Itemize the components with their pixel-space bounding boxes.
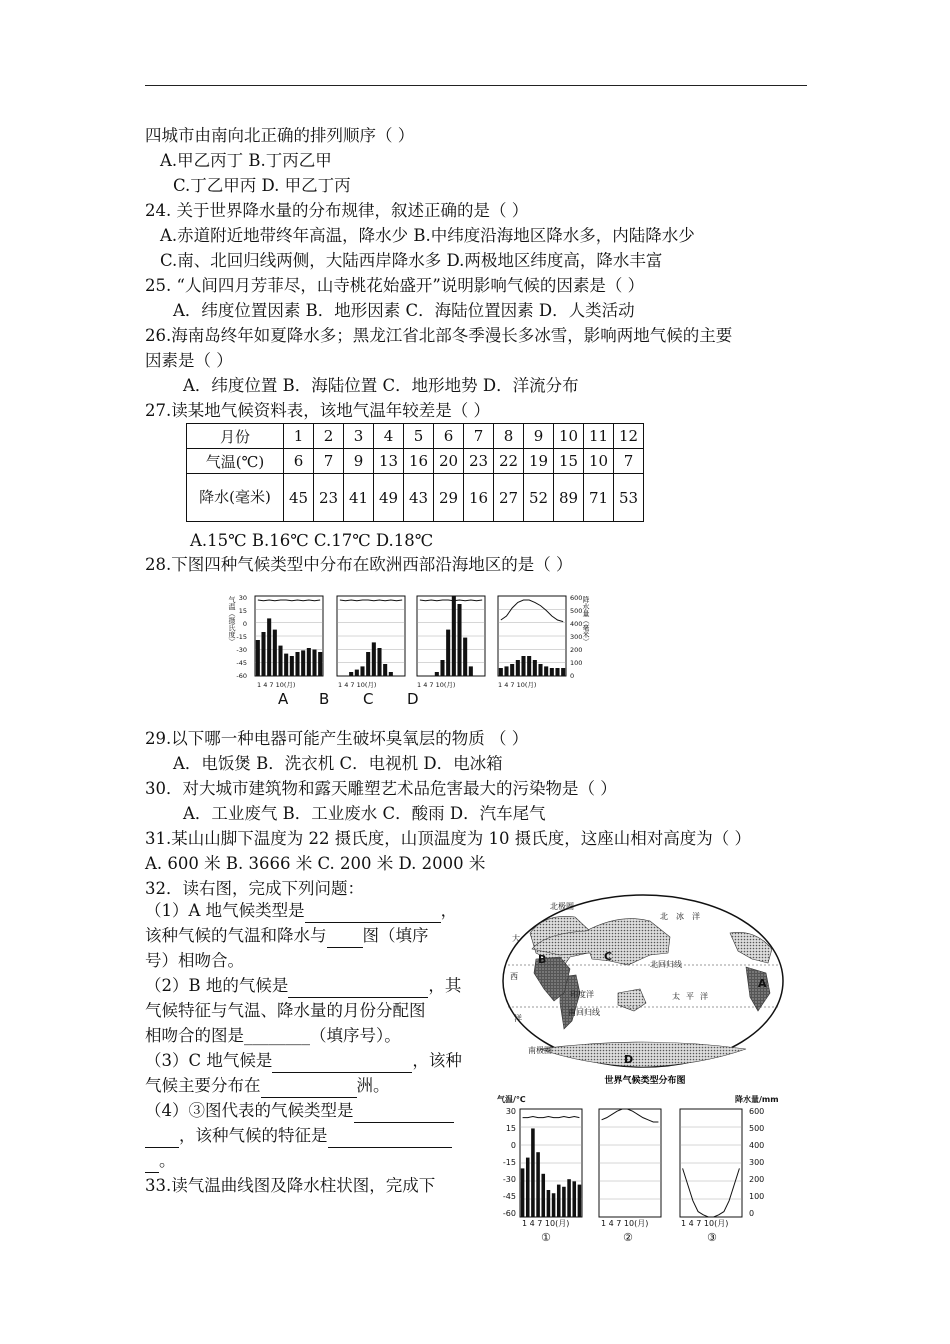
map-label: 洋 [514, 1014, 522, 1023]
answer-blank[interactable] [145, 1130, 179, 1148]
map-label: 北回归线 [650, 960, 682, 969]
precip-bar [440, 660, 444, 676]
precip-bar [572, 1181, 576, 1217]
answer-blank[interactable] [327, 930, 363, 948]
axis-tick: 15 [505, 1124, 516, 1133]
q27-options: A.15℃ B.16℃ C.17℃ D.18℃ [190, 531, 434, 550]
q24-option-ab: A.赤道附近地带终年高温，降水少 B.中纬度沿海地区降水多，内陆降水少 [160, 226, 695, 245]
precip-bar [446, 630, 450, 676]
q29-stem: 29.以下哪一种电器可能产生破坏臭氧层的物质 （ ） [145, 729, 529, 748]
precip-bar [452, 596, 456, 676]
table-cell: 43 [404, 474, 434, 522]
precip-bar [504, 666, 508, 676]
table-cell: 89 [554, 474, 584, 522]
q25-options: A．纬度位置因素 B．地形因素 C．海陆位置因素 D．人类活动 [173, 301, 635, 320]
precip-bar [578, 1185, 582, 1217]
axis-tick: 300 [570, 633, 583, 641]
table-cell: 71 [584, 474, 614, 522]
table-cell: 6 [284, 449, 314, 474]
table-cell: 7 [464, 424, 494, 449]
table-cell: 10 [554, 424, 584, 449]
table-cell: 13 [374, 449, 404, 474]
month-header: 月份 [187, 424, 284, 449]
table-cell: 6 [434, 424, 464, 449]
axis-tick: 30 [238, 594, 247, 602]
answer-blank[interactable] [354, 1105, 454, 1123]
text: 。 [159, 1151, 176, 1170]
panel-label-d: D [407, 690, 419, 708]
table-cell: 45 [284, 474, 314, 522]
axis-tick: 400 [749, 1141, 765, 1150]
table-row [187, 424, 644, 449]
precip-bar [463, 638, 467, 676]
axis-tick: 400 [570, 620, 583, 628]
axis-tick: 200 [749, 1175, 765, 1184]
table-cell: 23 [464, 449, 494, 474]
table-cell: 41 [344, 474, 374, 522]
axis-tick: -30 [502, 1175, 516, 1184]
table-cell: 15 [554, 449, 584, 474]
table-cell: 27 [494, 474, 524, 522]
q29-options: A．电饭煲 B．洗衣机 C．电视机 D．电冰箱 [173, 754, 503, 773]
q23-option-ab: A.甲乙丙丁 B.丁丙乙甲 [160, 151, 332, 170]
climate-data-table [186, 423, 644, 522]
axis-tick: 600 [570, 594, 583, 602]
q24-stem: 24. 关于世界降水量的分布规律，叙述正确的是（ ） [145, 201, 529, 220]
table-cell: 12 [614, 424, 644, 449]
left-axis-label: 气温（摄氏度） [228, 596, 236, 645]
precip-bar [533, 660, 537, 676]
map-label: 西 [510, 972, 518, 981]
q33-stem: 33.读气温曲线图及降水柱状图，完成下 [145, 1176, 436, 1195]
table-cell: 1 [284, 424, 314, 449]
panel-label-b: B [319, 690, 330, 708]
panel-label-c: C [363, 690, 374, 708]
axis-tick: 500 [570, 607, 583, 615]
q26-stem: 26.海南岛终年如夏降水多；黑龙江省北部冬季漫长多冰雪，影响两地气候的主要 [145, 326, 733, 345]
right-axis-label: 降水量（毫米） [582, 596, 590, 645]
map-point-c: C [604, 950, 613, 963]
q30-options: A．工业废气 B．工业废水 C．酸雨 D．汽车尾气 [183, 804, 546, 823]
precip-bar [290, 656, 294, 676]
map-label: 印度洋 [570, 990, 594, 999]
panel-label-2: ② [623, 1231, 633, 1244]
map-label: 太平洋 [672, 992, 714, 1001]
precip-bar [457, 604, 461, 676]
precip-bar [541, 1174, 545, 1217]
x-ticks: 1 4 7 10(月) [338, 681, 377, 689]
q27-stem: 27.读某地气候资料表，该地气温年较差是（ ） [145, 401, 490, 420]
answer-blank[interactable] [145, 1155, 159, 1173]
panel-label-1: ① [541, 1231, 551, 1244]
table-cell: 7 [614, 449, 644, 474]
panel-label-a: A [278, 690, 289, 708]
precip-bar [562, 1187, 566, 1217]
precip-bar [372, 642, 376, 676]
precip-bar [355, 670, 359, 676]
q26-options: A．纬度位置 B．海陆位置 C．地形地势 D．洋流分布 [183, 376, 579, 395]
text: 图（填序 [362, 926, 429, 945]
precip-bar [307, 648, 311, 676]
precip-bar [567, 1179, 571, 1217]
q30-stem: 30．对大城市建筑物和露天雕塑艺术品危害最大的污染物是（ ） [145, 779, 617, 798]
left-axis-label: 气温/℃ [497, 1095, 526, 1104]
precip-bar [318, 652, 322, 676]
precip-bar [547, 1190, 551, 1217]
axis-tick: -45 [502, 1192, 516, 1201]
q31-options: A. 600 米 B. 3666 米 C. 200 米 D. 2000 米 [145, 854, 486, 873]
q25-stem: 25. “人间四月芳菲尽，山寺桃花始盛开”说明影响气候的因素是（ ） [145, 276, 645, 295]
table-cell: 52 [524, 474, 554, 522]
q26-stem-2: 因素是（ ） [145, 351, 233, 370]
text: 该种气候的气温和降水与 [145, 926, 327, 945]
table-cell: 3 [344, 424, 374, 449]
answer-blank[interactable] [328, 1130, 452, 1148]
text: 号）相吻合。 [145, 951, 244, 970]
table-cell: 19 [524, 449, 554, 474]
table-cell: 5 [404, 424, 434, 449]
temp-curve [258, 600, 320, 601]
precip-bar [521, 1168, 525, 1217]
precip-header: 降水(毫米) [187, 474, 284, 522]
text: ，其 [428, 976, 462, 995]
precip-bar [538, 664, 542, 676]
axis-tick: 0 [570, 672, 575, 680]
axis-tick: 500 [749, 1124, 765, 1133]
map-title: 世界气候类型分布图 [604, 1076, 686, 1086]
precip-bar [256, 640, 260, 676]
table-cell: 2 [314, 424, 344, 449]
axis-tick: 0 [242, 620, 247, 628]
q23-option-cd: C.丁乙甲丙 D. 甲乙丁丙 [173, 176, 351, 195]
q31-stem: 31.某山山脚下温度为 22 摄氏度，山顶温度为 10 摄氏度，这座山相对高度为（ ） [145, 829, 751, 848]
precip-bar [526, 1158, 530, 1217]
axis-tick: -45 [236, 659, 247, 667]
table-cell: 29 [434, 474, 464, 522]
answer-blank[interactable] [261, 1080, 357, 1098]
x-ticks: 1 4 7 10(月) [417, 681, 456, 689]
map-point-a: A [758, 977, 767, 990]
precip-bar [360, 666, 364, 676]
precip-bar [555, 668, 559, 676]
table-cell: 49 [374, 474, 404, 522]
table-cell: 9 [344, 449, 374, 474]
world-climate-map [500, 893, 790, 1089]
antarctica [540, 1042, 746, 1067]
table-cell: 16 [464, 474, 494, 522]
q28-stem: 28.下图四种气候类型中分布在欧洲西部沿海地区的是（ ） [145, 555, 573, 574]
text: 气候特征与气温、降水量的月份分配图 [145, 1001, 426, 1020]
axis-tick: -15 [236, 633, 247, 641]
q28-climate-charts [220, 590, 595, 710]
precip-bar [531, 1128, 535, 1217]
axis-tick: 0 [749, 1209, 755, 1218]
temp-curve [420, 600, 482, 601]
axis-tick: 0 [510, 1141, 516, 1150]
text: ，该种气候的特征是 [179, 1126, 328, 1145]
axis-tick: 100 [570, 659, 583, 667]
table-cell: 8 [494, 424, 524, 449]
temp-header: 气温(℃) [187, 449, 284, 474]
map-point-d: D [624, 1053, 634, 1066]
precip-bar [521, 656, 525, 676]
precip-bar [267, 618, 271, 676]
table-cell: 11 [584, 424, 614, 449]
axis-tick: 600 [749, 1107, 765, 1116]
panel-label-3: ③ [707, 1231, 717, 1244]
text: 气候主要分布在 [145, 1076, 261, 1095]
axis-tick: 100 [749, 1192, 765, 1201]
table-row [187, 449, 644, 474]
precip-bar [389, 672, 393, 676]
precip-bar [278, 646, 282, 676]
precip-bar [499, 668, 503, 676]
table-cell: 20 [434, 449, 464, 474]
precip-bar [536, 1152, 540, 1217]
precip-bar [261, 632, 265, 676]
q32-climate-charts [495, 1092, 795, 1244]
table-row [187, 474, 644, 522]
axis-tick: 200 [570, 646, 583, 654]
axis-tick: 30 [505, 1107, 516, 1116]
table-cell: 7 [314, 449, 344, 474]
x-ticks: 1 4 7 10(月) [522, 1219, 570, 1228]
map-label: 南极圈 [528, 1046, 552, 1055]
x-ticks: 1 4 7 10(月) [257, 681, 296, 689]
q32-questions [145, 898, 490, 1198]
temp-curve [340, 600, 402, 601]
precip-bar [552, 1193, 556, 1217]
table-cell: 4 [374, 424, 404, 449]
axis-tick: 300 [749, 1158, 765, 1167]
text: （3）C 地气候是 [145, 1051, 273, 1070]
map-label: 北极圈 [550, 902, 574, 911]
table-cell: 53 [614, 474, 644, 522]
precip-bar [550, 668, 554, 676]
precip-bar [273, 630, 277, 676]
q24-option-cd: C.南、北回归线两侧，大陆西岸降水多 D.两极地区纬度高，降水丰富 [160, 251, 663, 270]
text: （4）③图代表的气候类型是 [145, 1101, 354, 1120]
text: 洲。 [356, 1076, 390, 1095]
q23-tail: 四城市由南向北正确的排列顺序（ ） [145, 126, 415, 145]
axis-tick: 15 [238, 607, 247, 615]
map-label: 南回归线 [568, 1008, 600, 1017]
q32-stem: 32．读右图，完成下列问题： [145, 879, 364, 898]
precip-bar [366, 652, 370, 676]
precip-bar [383, 664, 387, 676]
precip-bar [516, 660, 520, 676]
precip-bar [312, 650, 316, 676]
precip-bar [469, 666, 473, 676]
table-cell: 23 [314, 474, 344, 522]
axis-tick: -60 [502, 1209, 516, 1218]
precip-bar [557, 1185, 561, 1217]
precip-bar [301, 650, 305, 676]
x-ticks: 1 4 7 10(月) [498, 681, 537, 689]
precip-bar [284, 654, 288, 676]
axis-tick: -15 [502, 1158, 516, 1167]
precip-bar [377, 648, 381, 676]
map-label: 北冰洋 [660, 912, 708, 921]
precip-bar [435, 672, 439, 676]
precip-bar [510, 664, 514, 676]
text: 相吻合的图是________（填序号）。 [145, 1026, 401, 1045]
precip-bar [544, 666, 548, 676]
axis-tick: -30 [236, 646, 247, 654]
precip-bar [349, 672, 353, 676]
map-point-b: B [538, 953, 547, 966]
answer-blank[interactable] [305, 905, 441, 923]
answer-blank[interactable] [272, 1055, 412, 1073]
right-axis-label: 降水量/mm [735, 1095, 779, 1104]
header-rule [145, 85, 807, 86]
answer-blank[interactable] [288, 980, 428, 998]
text: ， [440, 901, 458, 920]
map-label: 大 [512, 934, 520, 943]
table-cell: 16 [404, 449, 434, 474]
text: （2）B 地的气候是 [145, 976, 289, 995]
table-cell: 22 [494, 449, 524, 474]
text: （1）A 地气候类型是 [145, 901, 305, 920]
x-ticks: 1 4 7 10(月) [681, 1219, 729, 1228]
precip-bar [561, 668, 565, 676]
table-cell: 9 [524, 424, 554, 449]
precip-bar [527, 656, 531, 676]
axis-tick: -60 [236, 672, 247, 680]
x-ticks: 1 4 7 10(月) [601, 1219, 649, 1228]
text: ，该种 [412, 1051, 462, 1070]
table-cell: 10 [584, 449, 614, 474]
precip-bar [295, 652, 299, 676]
